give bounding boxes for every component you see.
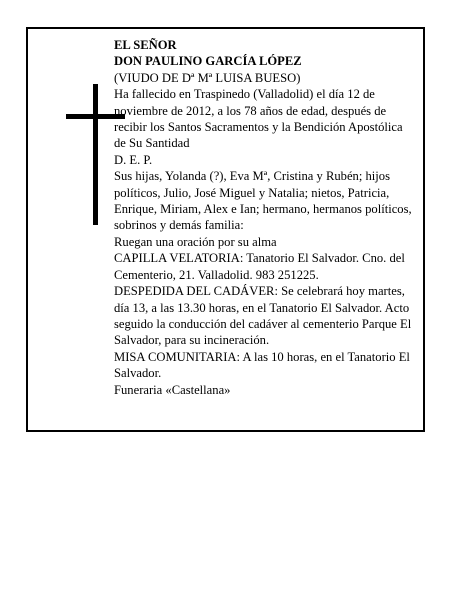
mass-info: MISA COMUNITARIA: A las 10 horas, en el Tanatorio El Salvador. <box>114 349 410 381</box>
funeral-home: Funeraria «Castellana» <box>114 382 231 397</box>
family-list: Sus hijas, Yolanda (?), Eva Mª, Cristina y Rubén; hijos políticos, Julio, José Miguel y Natalia; nietos, Patricia, Enrique, Miriam, Alex e Ian; hermano, hermanos políticos, sobrinos y demás familia: <box>114 169 412 233</box>
farewell-info: DESPEDIDA DEL CADÁVER: Se celebrará hoy martes, día 13, a las 13.30 horas, en el Tanatorio El Salvador. Acto seguido la conducción del cadáver al cementerio Parque El Salvador, para su incineración. <box>114 284 412 348</box>
obituary-title: EL SEÑOR <box>114 38 177 52</box>
rip-line: D. E. P. <box>114 152 153 167</box>
deceased-name: DON PAULINO GARCÍA LÓPEZ <box>114 54 302 69</box>
chapel-info: CAPILLA VELATORIA: Tanatorio El Salvador. Cno. del Cementerio, 21. Valladolid. 983 251225. <box>114 251 405 282</box>
death-announcement: Ha fallecido en Traspinedo (Valladolid) el día 12 de noviembre de 2012, a los 78 años de edad, después de recibir los Santos Sacramentos y la Bendición Apostólica de Su Santidad <box>114 87 403 151</box>
obituary-text <box>114 37 416 398</box>
prayer-request: Ruegan una oración por su alma <box>114 234 277 249</box>
widower-line: (VIUDO DE Dª Mª LUISA BUESO) <box>114 70 301 85</box>
cross-icon <box>93 84 98 225</box>
